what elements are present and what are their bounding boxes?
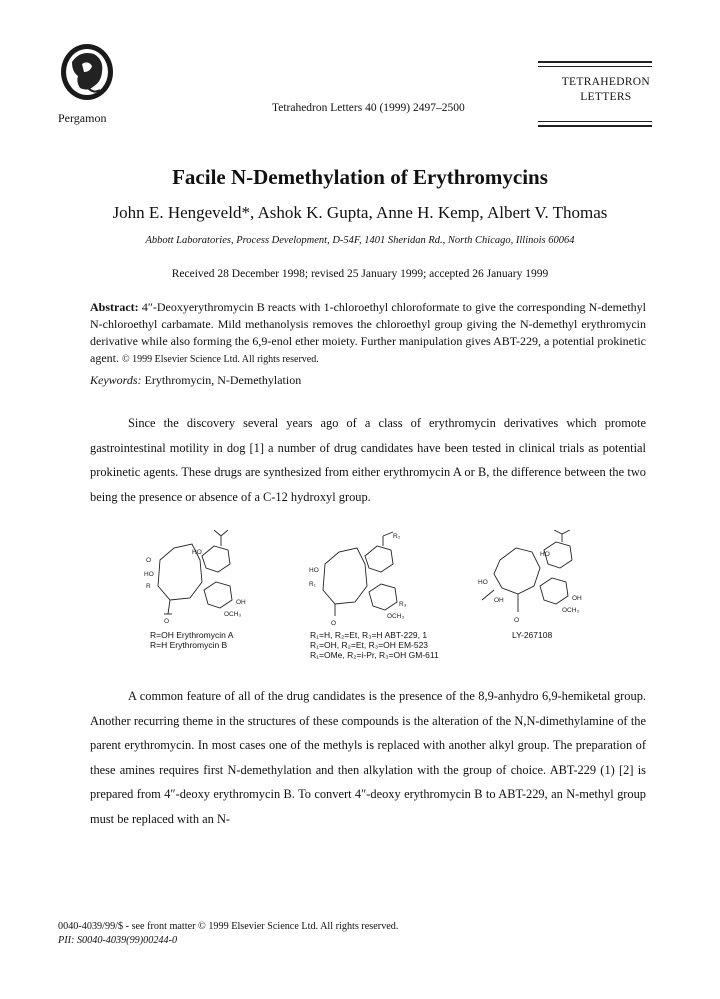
keywords <box>90 373 301 388</box>
affiliation: Abbott Laboratories, Process Development, D-54F, 1401 Sheridan Rd., North Chicago, Illinois 60064 <box>145 235 575 246</box>
svg-text:HO: HO <box>192 549 202 556</box>
header-rule-top <box>538 61 652 63</box>
svg-text:OH: OH <box>572 595 582 602</box>
structure-erythromycin <box>140 530 270 630</box>
caption-ly-267108 <box>512 630 552 640</box>
caption-erythromycin <box>150 630 233 650</box>
svg-text:HO: HO <box>478 579 488 586</box>
svg-text:O: O <box>164 618 170 625</box>
svg-text:O: O <box>146 557 152 564</box>
citation: Tetrahedron Letters 40 (1999) 2497–2500 <box>272 102 465 114</box>
svg-text:HO: HO <box>309 567 319 574</box>
keywords-text: Erythromycin, N-Demethylation <box>144 373 302 387</box>
paragraph-2 <box>90 684 646 831</box>
received-dates: Received 28 December 1998; revised 25 January 1999; accepted 26 January 1999 <box>171 268 549 280</box>
article-authors: John E. Hengeveld*, Ashok K. Gupta, Anne H. Kemp, Albert V. Thomas <box>112 203 608 222</box>
paragraph-2-text: A common feature of all of the drug candidates is the presence of the 8,9-anhydro 6,9-hemiketal group. Another recurring theme in the structures of these compounds is the alteration of the N,N-dimethylamine of the parent erythromycin. In most cases one of the methyls is replaced with another alkyl group. The preparation of these amines requires first N-demethylation and then alkylation with the group of choice. ABT-229 (1) [2] is prepared from 4″-deoxy erythromycin B. To convert 4″-deoxy erythromycin B to ABT-229, an N-methyl group must be replaced with an N- <box>90 689 646 826</box>
svg-text:OCH₃: OCH₃ <box>224 611 242 618</box>
publisher-logo <box>58 42 116 106</box>
caption-line: R₁=OMe, R₂=i-Pr, R₃=OH GM-611 <box>310 650 439 660</box>
svg-text:O: O <box>331 620 337 627</box>
svg-text:O: O <box>514 617 520 624</box>
journal-line-1: TETRAHEDRON <box>561 76 650 88</box>
footer-copyright: 0040-4039/99/$ - see front matter © 1999 Elsevier Science Ltd. All rights reserved. <box>58 921 399 932</box>
svg-text:R₂: R₂ <box>393 533 401 540</box>
caption-line: R₁=H, R₂=Et, R₃=H ABT-229, 1 <box>310 630 428 640</box>
header-rule-top-thin <box>538 66 652 67</box>
abstract-text: 4″-Deoxyerythromycin B reacts with 1-chloroethyl chloroformate to give the corresponding N-demethyl N-chloroethyl carbamate. Mild methanolysis removes the chloroethyl group giving the N-demethyl erythromycin derivative while also forming the 6,9-enol ether moiety. Further manipulation gives ABT-229, a potential prokinetic agent. <box>90 300 647 365</box>
svg-text:R: R <box>146 583 151 590</box>
caption-line: R₁=OH, R₂=Et, R₃=OH EM-523 <box>310 640 429 650</box>
article-title: Facile N-Demethylation of Erythromycins <box>172 165 548 189</box>
paragraph-1 <box>90 411 646 509</box>
svg-text:OH: OH <box>236 599 246 606</box>
abstract <box>90 299 646 368</box>
footer-pii: PII: S0040-4039(99)00244-0 <box>58 935 178 946</box>
caption-line: R=OH Erythromycin A <box>150 630 234 640</box>
paragraph-1-text: Since the discovery several years ago of a class of erythromycin derivatives which promote gastrointestinal motility in dog [1] a number of drug candidates have been tested in clinical trials as potential prokinetic agents. These drugs are synthesized from either erythromycin A or B, the difference between the two being the presence or absence of a C-12 hydroxyl group. <box>90 416 646 504</box>
caption-abt-229 <box>310 630 439 660</box>
keywords-label: Keywords: <box>90 373 142 387</box>
abstract-label: Abstract: <box>90 300 139 314</box>
svg-text:OCH₃: OCH₃ <box>562 607 580 614</box>
svg-text:R₁: R₁ <box>309 581 316 588</box>
svg-text:OH: OH <box>494 597 504 604</box>
svg-text:HO: HO <box>540 551 550 558</box>
svg-text:HO: HO <box>144 571 154 578</box>
publisher-name: Pergamon <box>58 111 107 125</box>
journal-name <box>562 75 650 105</box>
header-rule-bottom-thin <box>538 121 652 122</box>
footer <box>58 920 398 948</box>
caption-line: LY-267108 <box>512 630 553 640</box>
svg-text:OCH₃: OCH₃ <box>387 613 405 620</box>
abstract-copyright: © 1999 Elsevier Science Ltd. All rights reserved. <box>122 354 319 365</box>
structure-ly-267108 <box>470 530 600 630</box>
structure-abt-229 <box>305 530 435 630</box>
header-rule-bottom <box>538 125 652 127</box>
caption-line: R=H Erythromycin B <box>150 640 228 650</box>
svg-text:R₃: R₃ <box>399 601 407 608</box>
journal-line-2: LETTERS <box>580 91 632 103</box>
